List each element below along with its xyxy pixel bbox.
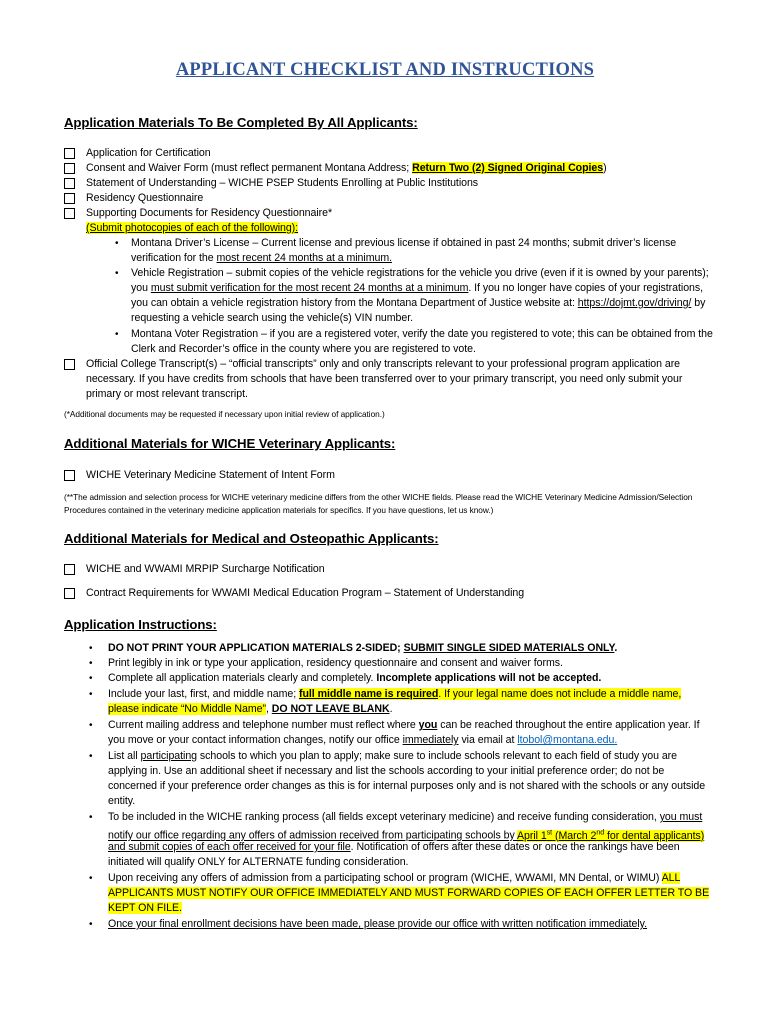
sub-voter-line2: Clerk and Recorder’s office in the county where you are registered to vote. <box>131 343 476 355</box>
instruction-schools-line4: entity. <box>108 795 136 807</box>
instruction-schools-line2: applying in. Use an additional sheet if necessary and list the schools according to your initial preference order; do not be <box>108 765 665 777</box>
bullet: • <box>89 919 93 930</box>
instruction-schools-line3: concerned if your preference order changes as this is for internal purposes only and is not shared with the schools or any outside <box>108 780 706 792</box>
item-residency: Residency Questionnaire <box>86 192 204 204</box>
bullet: • <box>115 268 119 279</box>
item-transcript-line3: primary or most relevant transcript. <box>86 388 248 400</box>
photocopies-note: (Submit photocopies of each of the following): <box>86 222 299 234</box>
instruction-ranking-line2: notify our office regarding any offers of admission received from participating schools by April 1st (March 2nd for dental applicants) <box>108 829 705 842</box>
item-consent-waiver: Consent and Waiver Form (must reflect permanent Montana Address; Return Two (2) Signed Original Copies) <box>86 162 607 174</box>
page-title: APPLICANT CHECKLIST AND INSTRUCTIONS <box>175 60 595 80</box>
item-transcript-line1: Official College Transcript(s) – “official transcripts” only and only transcripts relevant to your professional program application are <box>86 358 681 370</box>
bullet: • <box>89 689 93 700</box>
instruction-ranking-line1: To be included in the WICHE ranking process (all fields except veterinary medicine) and receive funding consideration, you must <box>108 811 703 823</box>
bullet: • <box>89 643 93 654</box>
checkbox-wwami-contract[interactable] <box>64 588 75 599</box>
item-certification: Application for Certification <box>86 147 211 159</box>
section-heading-veterinary: Additional Materials for WICHE Veterinary Applicants: <box>64 436 396 451</box>
item-transcript-line2: necessary. If you have credits from schools that have been transferred over to your primary transcript, you need only submit your <box>86 373 683 385</box>
vet-note-line1: (**The admission and selection process for WICHE veterinary medicine differs from the other WICHE fields. Please read the WICHE Veterinary Medicine Admission/Selection <box>64 492 693 502</box>
sub-vehicle-line4: requesting a vehicle search using the vehicle(s) VIN number. <box>131 312 414 324</box>
instruction-address-line1: Current mailing address and telephone number must reflect where you can be reached throughout the entire application year. If <box>108 719 700 731</box>
instruction-ranking-line4: initiated will qualify ONLY for ALTERNATE funding consideration. <box>108 856 409 868</box>
bullet: • <box>89 673 93 684</box>
item-surcharge: WICHE and WWAMI MRPIP Surcharge Notification <box>86 563 325 575</box>
instruction-print-legibly: Print legibly in ink or type your application, residency questionnaire and consent and waiver forms. <box>108 657 563 669</box>
checkbox-consent-waiver[interactable] <box>64 163 75 174</box>
instruction-ranking-line3: and submit copies of each offer received for your file. Notification of offers after these dates or once the rankings have been <box>108 841 680 853</box>
checkbox-understanding[interactable] <box>64 178 75 189</box>
checkbox-supporting[interactable] <box>64 208 75 219</box>
bullet: • <box>89 751 93 762</box>
item-supporting: Supporting Documents for Residency Questionnaire* <box>86 207 333 219</box>
bullet: • <box>89 873 93 884</box>
checkbox-certification[interactable] <box>64 148 75 159</box>
instruction-offers-line3: KEPT ON FILE. <box>108 902 182 914</box>
dojmt-link[interactable]: https://dojmt.gov/driving/ <box>577 297 692 309</box>
checkbox-surcharge[interactable] <box>64 564 75 575</box>
sub-vehicle-line1: Vehicle Registration – submit copies of the vehicle registrations for the vehicle you drive (even if it is owned by your parents); <box>131 267 709 279</box>
highlight-return-copies: Return Two (2) Signed Original Copies <box>412 162 604 174</box>
instruction-name-line1: Include your last, first, and middle name; full middle name is required. If your legal name does not include a middle name, <box>108 688 682 700</box>
sub-vehicle-line3: you can obtain a vehicle registration history from the Montana Department of Justice website at: https://dojmt.gov/driving/ by <box>131 297 706 309</box>
checkbox-transcript[interactable] <box>64 359 75 370</box>
instruction-offers-line1: Upon receiving any offers of admission from a participating school or program (WICHE, WWAMI, MN Dental, or WIMU) ALL <box>108 872 681 884</box>
sub-license-line2: verification for the most recent 24 months at a minimum. <box>131 252 392 264</box>
instruction-name-line2: please indicate “No Middle Name”, DO NOT LEAVE BLANK. <box>108 703 393 715</box>
item-vet-intent: WICHE Veterinary Medicine Statement of Intent Form <box>86 469 335 481</box>
section-heading-medical: Additional Materials for Medical and Osteopathic Applicants: <box>64 531 439 546</box>
bullet: • <box>115 238 119 249</box>
instruction-single-sided: DO NOT PRINT YOUR APPLICATION MATERIALS 2-SIDED; SUBMIT SINGLE SIDED MATERIALS ONLY. <box>108 642 618 654</box>
bullet: • <box>89 658 93 669</box>
email-link[interactable]: ltobol@montana.edu. <box>517 734 618 746</box>
bullet: • <box>89 812 93 823</box>
bullet: • <box>89 720 93 731</box>
section-heading-all-applicants: Application Materials To Be Completed By All Applicants: <box>64 115 418 130</box>
item-understanding: Statement of Understanding – WICHE PSEP Students Enrolling at Public Institutions <box>86 177 479 189</box>
sub-license-line1: Montana Driver’s License – Current license and previous license if obtained in past 24 months; submit driver’s license <box>131 237 677 249</box>
checkbox-residency[interactable] <box>64 193 75 204</box>
instruction-complete: Complete all application materials clearly and completely. Incomplete applications will not be accepted. <box>108 672 602 684</box>
instruction-final-enrollment: Once your final enrollment decisions have been made, please provide our office with written notification immediately. <box>108 918 648 930</box>
checkbox-vet-intent[interactable] <box>64 470 75 481</box>
vet-note-line2: Procedures contained in the veterinary medicine application materials for specifics. If you have questions, let us know.) <box>64 505 494 515</box>
bullet: • <box>115 329 119 340</box>
sub-voter-line1: Montana Voter Registration – if you are a registered voter, verify the date you registered to vote; this can be obtained from the <box>131 328 713 340</box>
section-heading-instructions: Application Instructions: <box>64 617 217 632</box>
sub-vehicle-line2: you must submit verification for the most recent 24 months at a minimum. If you no longer have copies of your registrations, <box>131 282 704 294</box>
item-wwami-contract: Contract Requirements for WWAMI Medical Education Program – Statement of Understanding <box>86 587 525 599</box>
instruction-offers-line2: APPLICANTS MUST NOTIFY OUR OFFICE IMMEDIATELY AND MUST FORWARD COPIES OF EACH OFFER LETTER TO BE <box>108 887 710 899</box>
instruction-schools-line1: List all participating schools to which you plan to apply; make sure to include schools relevant to each field of study you are <box>108 750 677 762</box>
additional-docs-note: (*Additional documents may be requested if necessary upon initial review of application.) <box>64 409 385 419</box>
instruction-address-line2: you move or your contact information changes, notify our office immediately via email at ltobol@montana.edu. <box>108 734 618 746</box>
